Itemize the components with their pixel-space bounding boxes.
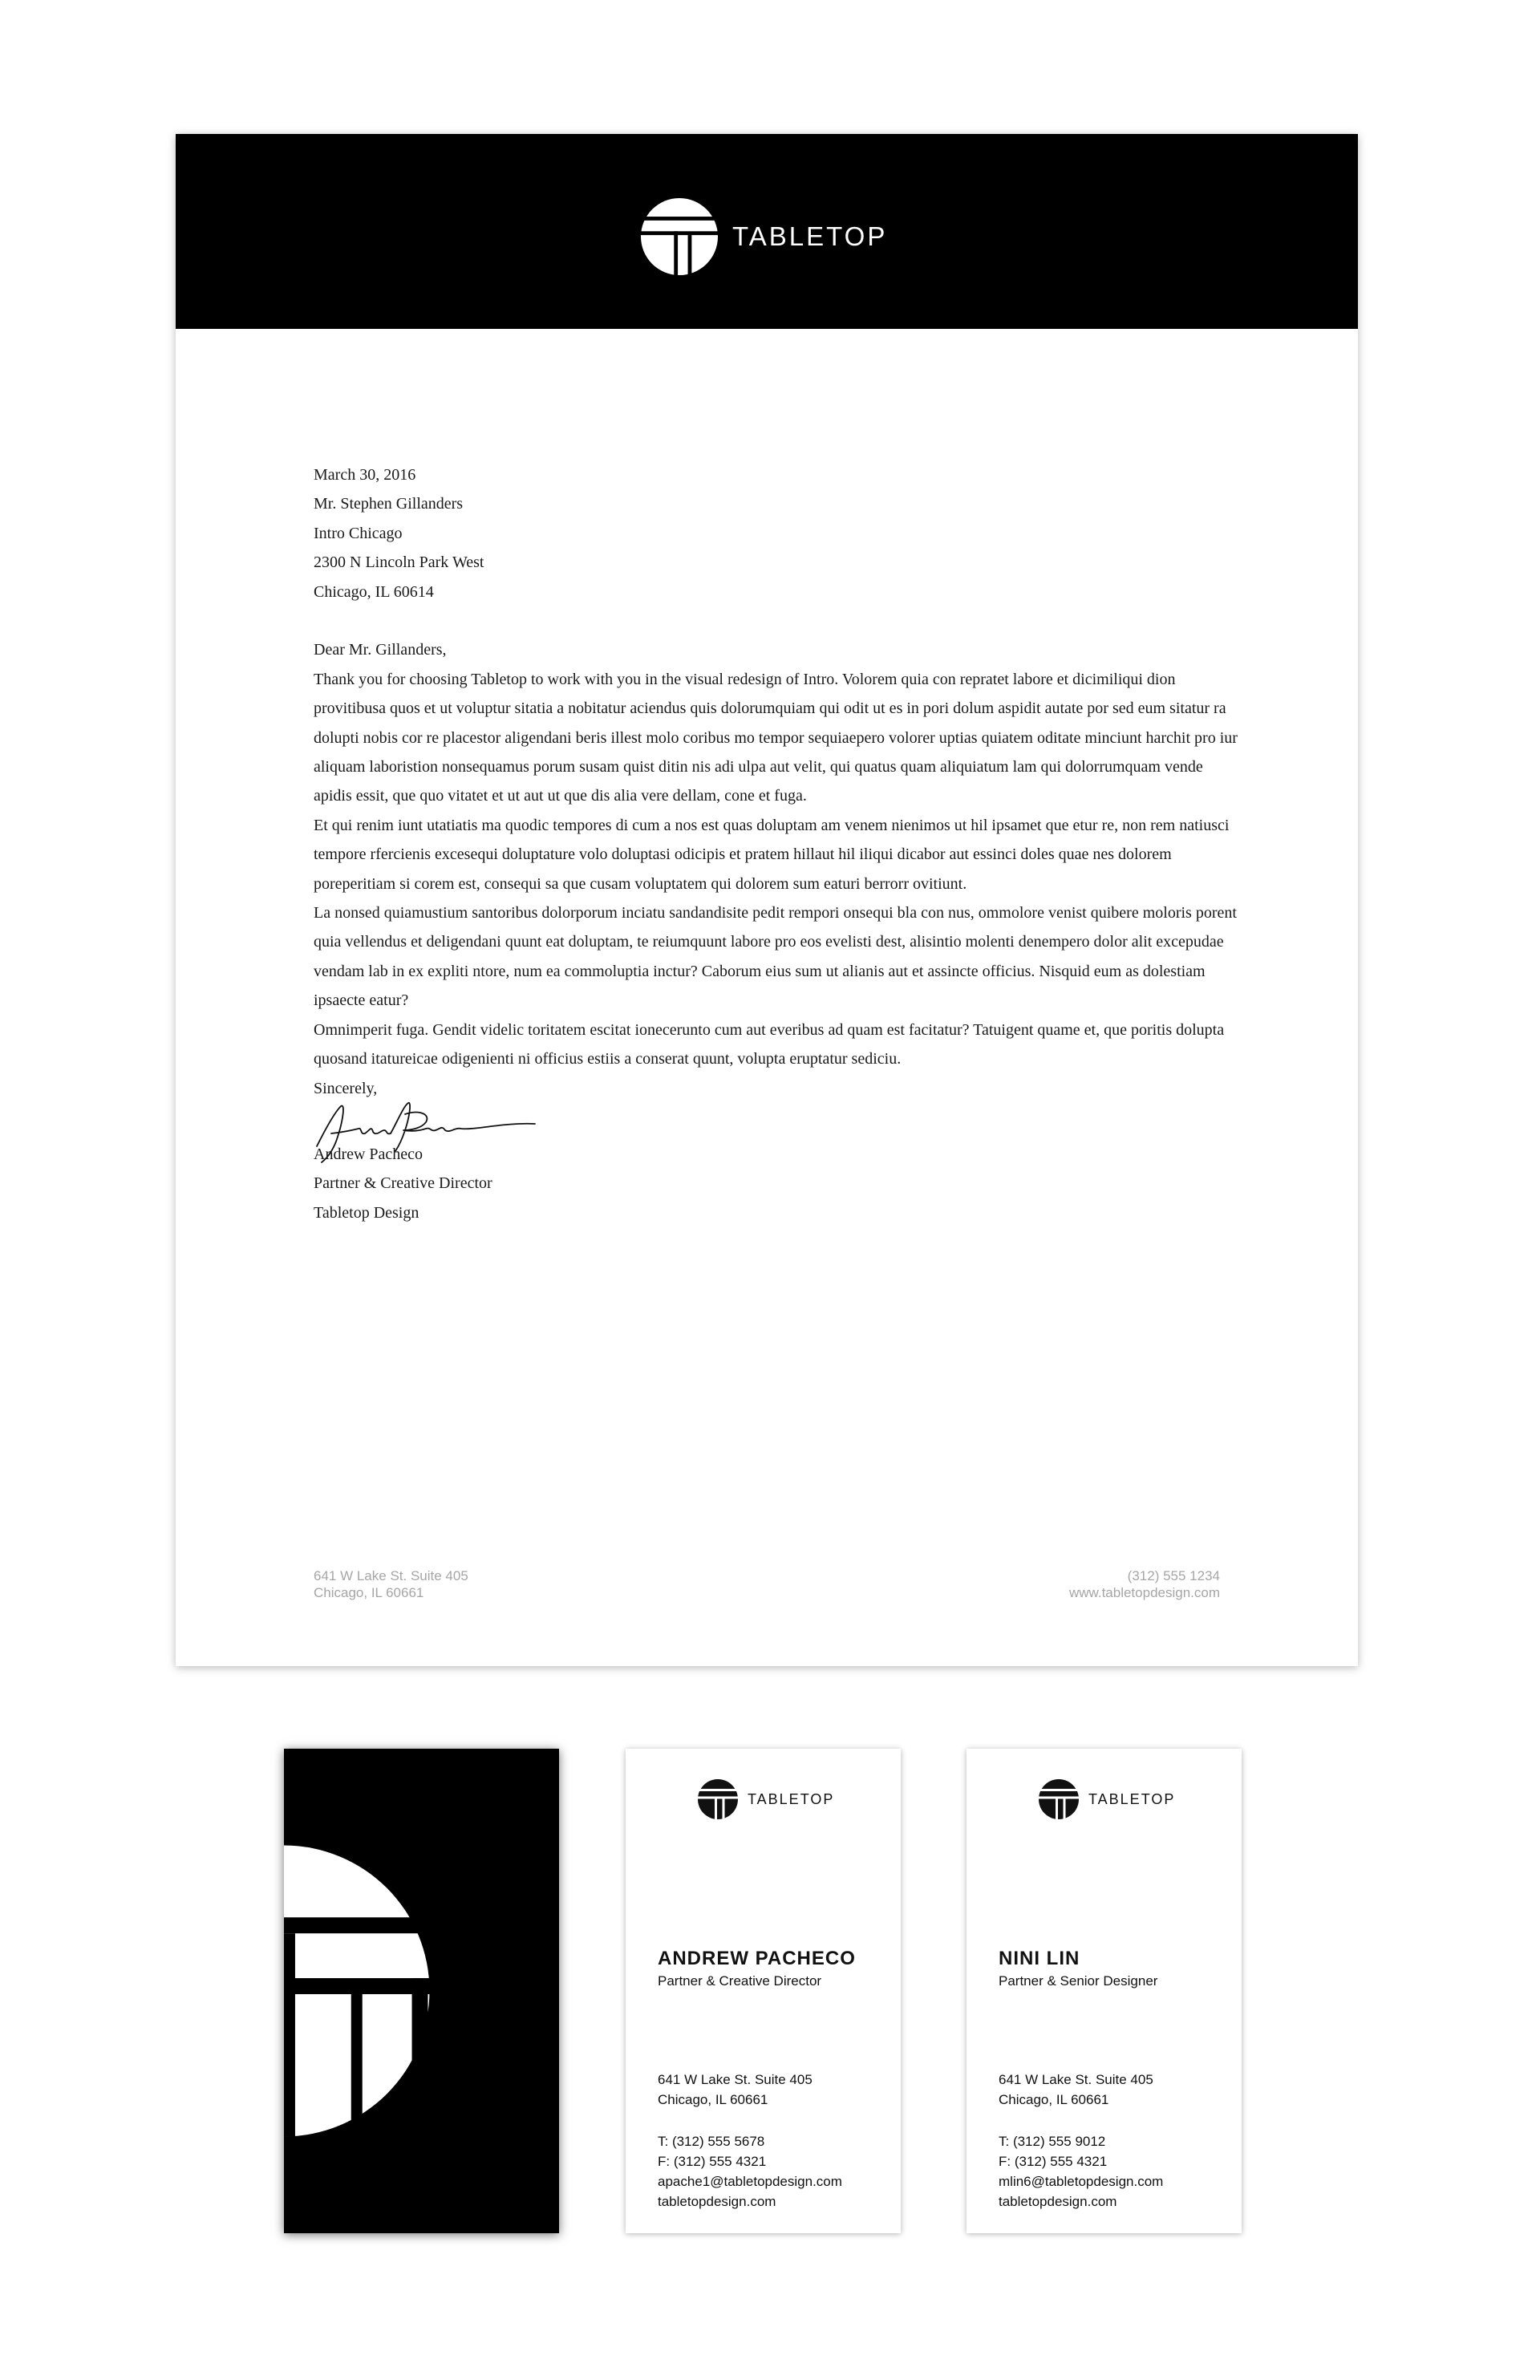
card-address xyxy=(658,2070,813,2110)
footer-phone: (312) 555 1234 xyxy=(1127,1568,1220,1583)
card-brand-name: TABLETOP xyxy=(748,1790,835,1807)
body-paragraph: Et qui renim iunt utatiatis ma quodic tempores di cum a nos est quas doluptam am venem nienimos ut hil ipsamet que etur re, non rem natiusci tempore rfercienis excesequi doluptature volo doluptasi odicipis et pratem hillaut hil iliqui dicabor aut essinci doles quae nes dolorem poreperitiam si corem est, consequi sa que cusam voluptatem qui dolorem sum eaturi berrorr ovitiunt. xyxy=(314,816,1230,893)
business-card-back xyxy=(284,1749,559,2233)
signer-company: Tabletop Design xyxy=(314,1203,419,1222)
card-logo xyxy=(1039,1779,1175,1819)
recipient-street: 2300 N Lincoln Park West xyxy=(314,553,484,572)
business-card-nini xyxy=(967,1749,1242,2233)
footer-website: www.tabletopdesign.com xyxy=(1068,1585,1220,1600)
recipient-name: Mr. Stephen Gillanders xyxy=(314,495,464,513)
card-email: apache1@tabletopdesign.com xyxy=(658,2174,842,2189)
card-street: 641 W Lake St. Suite 405 xyxy=(999,2072,1153,2087)
tabletop-logo-icon xyxy=(1039,1779,1079,1819)
card-street: 641 W Lake St. Suite 405 xyxy=(658,2072,813,2087)
tabletop-logo-icon xyxy=(698,1779,738,1819)
card-fax: F: (312) 555 4321 xyxy=(999,2154,1108,2169)
letterhead-sheet xyxy=(176,134,1358,1666)
card-person-title: Partner & Creative Director xyxy=(658,1973,822,1989)
card-website: tabletopdesign.com xyxy=(658,2194,776,2209)
letterhead-header xyxy=(176,134,1358,329)
card-email: mlin6@tabletopdesign.com xyxy=(999,2174,1164,2189)
signer-name: Andrew Pacheco xyxy=(314,1145,424,1163)
body-paragraph: Thank you for choosing Tabletop to work with you in the visual redesign of Intro. Volorem quia con repratet labore et dicimiliqui dion provitibusa quos et ut voluptur sitatia a nobitatur aciendus quis dolorumquiam qui odit ut es in pori dolum aspidit autate por sed eum sitatur ra dolupti nobis cor re placestor aligendani beris illest molo coribus mo tempor sequiaepero volorer uptias quiatem oditate minciunt harchit pro iur aliquam laboristion nonsequamus porum susam quist ditin nis adi ulpa aut velit, qui quatus quam aliquiatum lam qui dolorrumquam vende apidis essit, que quo vitatet et ut aut ut que dis alia vere dellam, cone et fuga. xyxy=(314,670,1238,805)
card-fax: F: (312) 555 4321 xyxy=(658,2154,767,2169)
card-phone: T: (312) 555 5678 xyxy=(658,2134,765,2149)
signer-title: Partner & Creative Director xyxy=(314,1174,492,1193)
card-website: tabletopdesign.com xyxy=(999,2194,1117,2209)
footer-contact xyxy=(1069,1567,1220,1601)
business-card-andrew xyxy=(626,1749,901,2233)
card-person-title: Partner & Senior Designer xyxy=(999,1973,1158,1989)
recipient-city: Chicago, IL 60614 xyxy=(314,582,434,601)
card-person-name: ANDREW PACHECO xyxy=(658,1948,856,1969)
letter-body xyxy=(314,460,1244,1227)
closing: Sincerely, xyxy=(314,1079,378,1097)
card-city: Chicago, IL 60661 xyxy=(658,2092,768,2107)
large-logo-mark-icon xyxy=(284,1845,559,2137)
tabletop-logo-icon xyxy=(641,198,718,275)
card-logo xyxy=(698,1779,834,1819)
card-contact xyxy=(999,2131,1163,2212)
header-brand-name: TABLETOP xyxy=(732,221,888,251)
card-city: Chicago, IL 60661 xyxy=(999,2092,1109,2107)
footer-city: Chicago, IL 60661 xyxy=(314,1585,424,1600)
recipient-company: Intro Chicago xyxy=(314,524,403,542)
salutation: Dear Mr. Gillanders, xyxy=(314,641,447,659)
body-paragraph: Omnimperit fuga. Gendit videlic toritatem escitat ionecerunto cum aut everibus ad quam est facitatur? Tatuigent quame et, que poritis dolupta quosand itatureicae odigenienti ni officius estiis a conserat quunt, volupta eruptatur sediciu. xyxy=(314,1020,1225,1068)
footer-street: 641 W Lake St. Suite 405 xyxy=(314,1568,468,1583)
signer-block xyxy=(314,1140,1244,1227)
recipient-address xyxy=(314,489,1244,606)
card-brand-name: TABLETOP xyxy=(1088,1790,1176,1807)
card-person-name: NINI LIN xyxy=(999,1948,1080,1969)
header-logo xyxy=(641,198,887,275)
footer-address xyxy=(314,1567,468,1601)
card-contact xyxy=(658,2131,842,2212)
letter-date: March 30, 2016 xyxy=(314,466,416,484)
card-phone: T: (312) 555 9012 xyxy=(999,2134,1106,2149)
card-address xyxy=(999,2070,1153,2110)
body-paragraph: La nonsed quiamustium santoribus dolorporum inciatu sandandisite pedit rempori onsequi bla con nus, ommolore venist quibere moloris porent quia vellendus et deligendani quunt eat doluptam, te reiumquunt labore pro eos evelisti dest, alisintio molenti denempero dolor alit excepudae vendam lab in ex expliti ntore, num ea commoluptia inctur? Caborum eius sum ut alianis aut et assincte officius. Nisquid eum as dolestiam ipsaecte eatur? xyxy=(314,904,1237,1010)
